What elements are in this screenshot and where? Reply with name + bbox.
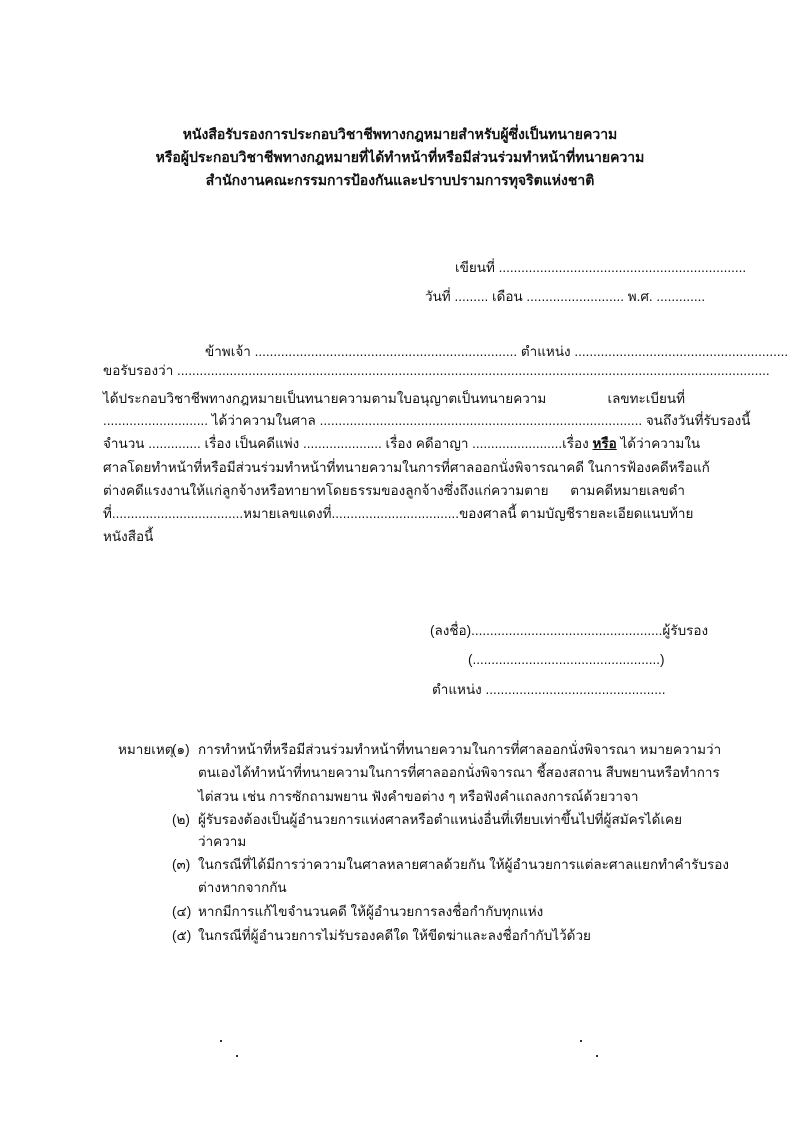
notes-label: หมายเหตุ: [118, 742, 174, 757]
scan-speck: [220, 1040, 222, 1042]
note-line: หากมีการแก้ไขจำนวนคดี ให้ผู้อำนวยการลงชื่อกำกับทุกแห่ง: [198, 904, 544, 919]
signer-name-field[interactable]: (..................................................): [468, 652, 665, 667]
note-line: ไต่สวน เช่น การซักถามพยาน ฟังคำขอต่าง ๆ หรือฟังคำแถลงการณ์ด้วยวาจา: [198, 789, 639, 804]
certified-person-field[interactable]: ขอรับรองว่า ..............................................................................................................................................................: [103, 363, 770, 378]
body-line-6: ศาลโดยทำหน้าที่หรือมีส่วนร่วมทำหน้าที่ทนายความในการที่ศาลออกนั่งพิจารณาคดี ในการฟ้องคดีหรือแก้: [103, 460, 710, 475]
registration-court-field[interactable]: ............................ ได้ว่าความในศาล ...................................................................................... จนถึงวันที่รับรองนี้: [103, 413, 751, 428]
note-line: การทำหน้าที่หรือมีส่วนร่วมทำหน้าที่ทนายความในการที่ศาลออกนั่งพิจารณา หมายความว่า: [198, 742, 722, 757]
note-line: ต่างหากจากกัน: [198, 880, 287, 895]
note-number: (๓): [172, 857, 191, 872]
title-line-2: หรือผู้ประกอบวิชาชีพทางกฎหมายที่ได้ทำหน้าที่หรือมีส่วนร่วมทำหน้าที่ทนายความ: [155, 149, 645, 165]
date-field[interactable]: วันที่ ......... เดือน .......................... พ.ศ. .............: [425, 289, 706, 304]
note-line: ผู้รับรองต้องเป็นผู้อำนวยการแห่งศาลหรือตำแหน่งอื่นที่เทียบเท่าขึ้นไปที่ผู้สมัครได้เคย: [198, 812, 683, 827]
signature-field[interactable]: (ลงชื่อ)...................................................ผู้รับรอง: [430, 623, 709, 638]
or-emphasis: หรือ: [592, 436, 617, 451]
case-count-text: จำนวน .............. เรื่อง เป็นคดีแพ่ง ..................... เรื่อง คดีอาญา ........................เรื่อง: [103, 436, 593, 451]
scan-speck: [580, 1040, 582, 1042]
note-number: (๕): [172, 928, 192, 943]
note-number: (๑): [172, 742, 190, 757]
title-line-1: หนังสือรับรองการประกอบวิชาชีพทางกฎหมายสำหรับผู้ซึ่งเป็นทนายความ: [182, 126, 618, 142]
body-line-9: หนังสือนี้: [103, 529, 154, 544]
signer-position-field[interactable]: ตำแหน่ง ................................................: [432, 682, 666, 697]
note-number: (๔): [172, 904, 192, 919]
body-line-3: ได้ประกอบวิชาชีพทางกฎหมายเป็นทนายความตามใบอนุญาตเป็นทนายความ เลขทะเบียนที่: [103, 391, 685, 406]
body-line-7: ต่างคดีแรงงานให้แก่ลูกจ้างหรือทายาทโดยธรรมของลูกจ้างซึ่งถึงแก่ความตาย ตามคดีหมายเลขดำ: [103, 483, 685, 498]
case-count-field[interactable]: [103, 435, 701, 453]
certifier-name-position-field[interactable]: ข้าพเจ้า ...................................................................... ตำแหน่ง .........................................................: [205, 344, 789, 359]
note-line: ว่าความ: [198, 834, 247, 849]
scan-speck: [236, 1055, 238, 1057]
scan-speck: [596, 1055, 598, 1057]
case-count-text-end: ได้ว่าความใน: [616, 436, 701, 451]
note-number: (๒): [172, 812, 190, 827]
place-field[interactable]: เขียนที่ ..................................................................: [455, 260, 747, 275]
note-line: ในกรณีที่ผู้อำนวยการไม่รับรองคดีใด ให้ขีดฆ่าและลงชื่อกำกับไว้ด้วย: [198, 928, 591, 943]
title-line-3: สำนักงานคณะกรรมการป้องกันและปราบปรามการทุจริตแห่งชาติ: [205, 172, 595, 188]
case-number-field[interactable]: ที่...................................หมายเลขแดงที่..................................ของศาลนี้ ตามบัญชีรายละเอียดแนบท้าย: [103, 506, 694, 521]
note-line: ตนเองได้ทำหน้าที่ทนายความในการที่ศาลออกนั่งพิจารณา ชี้สองสถาน สืบพยานหรือทำการ: [198, 765, 720, 780]
note-line: ในกรณีที่ได้มีการว่าความในศาลหลายศาลด้วยกัน ให้ผู้อำนวยการแต่ละศาลแยกทำคำรับรอง: [198, 857, 729, 872]
